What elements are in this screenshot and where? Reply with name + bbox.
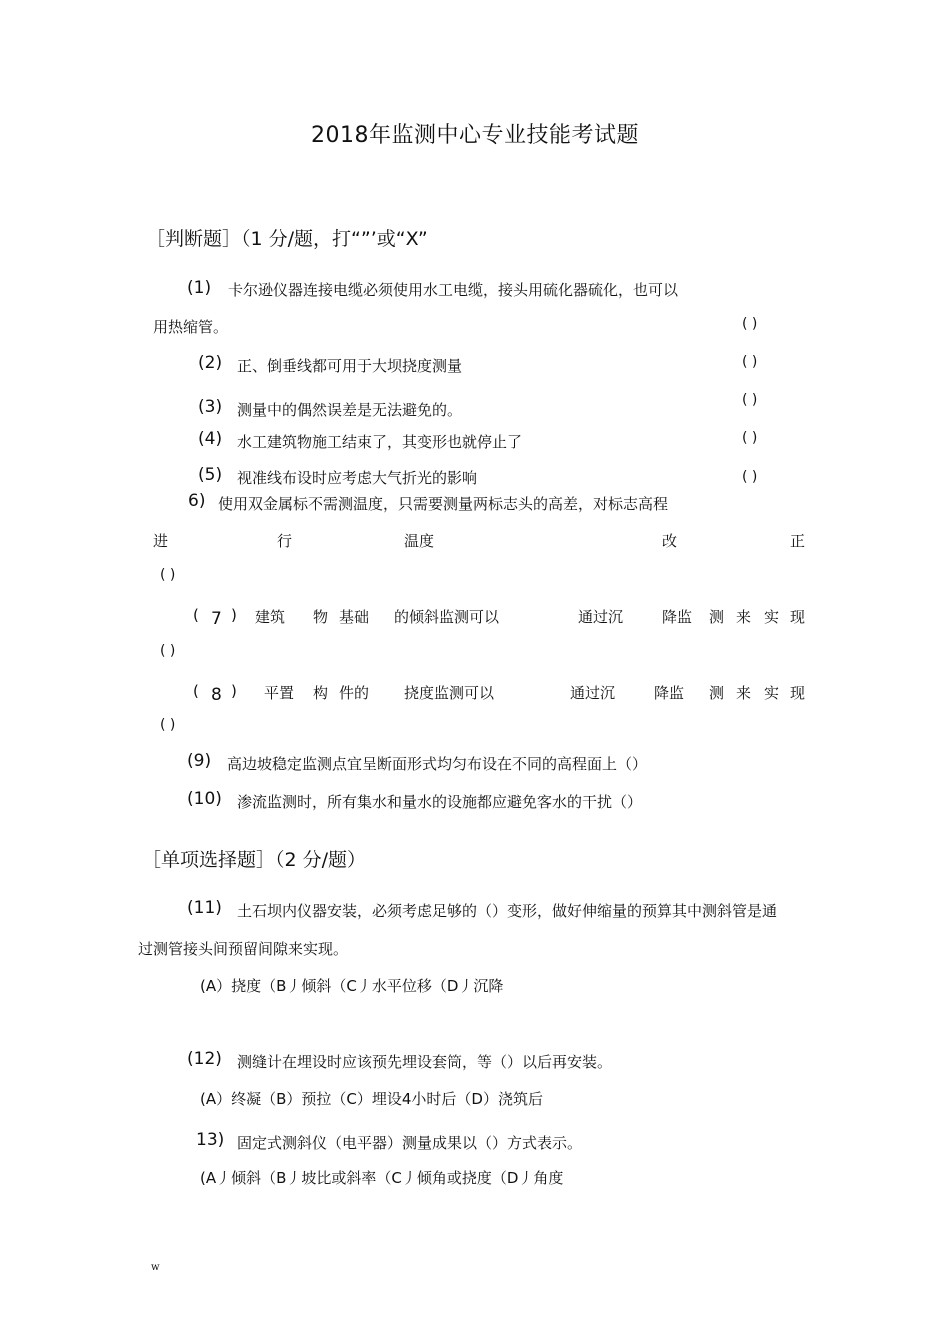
question-8-word: 实 [764, 684, 780, 702]
section-header-true-false: ［判断题］（1 分/题，打“”’或“X” [146, 228, 428, 250]
question-8-word: 挠度监测可以 [404, 684, 495, 702]
question-8-word: 构 [313, 684, 329, 702]
question-8-word: 测 [709, 684, 725, 702]
question-6-text: 使用双金属标不需测温度，只需要测量两标志头的高差，对标志高程 [218, 495, 669, 513]
question-11-options: (A）挠度（B丿倾斜（C丿水平位移（D丿沉降 [200, 977, 504, 995]
question-11-number: (11) [187, 898, 222, 918]
question-3-text: 测量中的偶然误差是无法避免的。 [237, 401, 463, 419]
question-8-open-paren: ( [193, 682, 199, 700]
question-1-text: 卡尔逊仪器连接电缆必须使用水工电缆，接头用硫化器硫化，也可以 [228, 281, 679, 299]
question-12-text: 测缝计在埋设时应该预先埋设套筒，等（）以后再安装。 [237, 1053, 613, 1071]
answer-blank-5: ( ) [742, 469, 758, 485]
question-7-number: 7 [211, 609, 222, 629]
question-7-word: 来 [736, 608, 752, 626]
question-2-number: (2) [198, 353, 223, 373]
question-3-number: (3) [198, 397, 223, 417]
answer-blank-1: ( ) [742, 316, 758, 332]
question-13-number: 13) [196, 1130, 225, 1150]
question-12-options: (A）终凝（B）预拉（C）埋设4小时后（D）浇筑后 [200, 1090, 543, 1108]
answer-blank-6: ( ) [160, 567, 176, 583]
section-header-single-choice: ［单项选择题］（2 分/题） [142, 849, 367, 871]
question-7-word: 降监 [662, 608, 693, 626]
question-9-text: 高边坡稳定监测点宜呈断面形式均匀布设在不同的高程面上（） [227, 755, 648, 773]
question-6-word: 行 [277, 532, 293, 550]
question-5-text: 视准线布设时应考虑大气折光的影响 [237, 469, 478, 487]
question-7-close-paren: ) [231, 606, 237, 624]
question-8-number: 8 [211, 685, 222, 705]
question-7-word: 基础 [339, 608, 370, 626]
question-1-text-continued: 用热缩管。 [153, 318, 229, 336]
question-7-open-paren: ( [193, 606, 199, 624]
page-title: 2018年监测中心专业技能考试题 [311, 123, 639, 148]
question-13-text: 固定式测斜仪（电平器）测量成果以（）方式表示。 [237, 1134, 583, 1152]
footer-mark: w [151, 1262, 160, 1273]
question-8-close-paren: ) [231, 682, 237, 700]
question-7-word: 通过沉 [578, 608, 624, 626]
question-7-word: 的倾斜监测可以 [394, 608, 500, 626]
question-11-text-continued: 过测管接头间预留间隙来实现。 [138, 940, 349, 958]
question-6-word: 改 [662, 532, 678, 550]
question-4-number: (4) [198, 429, 223, 449]
question-7-word: 物 [313, 608, 329, 626]
answer-blank-3: ( ) [742, 392, 758, 408]
question-6-word: 正 [790, 532, 806, 550]
question-9-number: (9) [187, 751, 212, 771]
question-7-word: 建筑 [255, 608, 286, 626]
question-8-word: 平置 [264, 684, 295, 702]
question-6-number: 6) [188, 491, 206, 511]
question-5-number: (5) [198, 465, 223, 485]
question-7-word: 测 [709, 608, 725, 626]
question-12-number: (12) [187, 1049, 222, 1069]
question-8-word: 现 [790, 684, 806, 702]
question-10-number: (10) [187, 789, 222, 809]
question-6-word: 进 [153, 532, 169, 550]
question-7-word: 现 [790, 608, 806, 626]
answer-blank-7: ( ) [160, 643, 176, 659]
question-7-word: 实 [764, 608, 780, 626]
answer-blank-2: ( ) [742, 354, 758, 370]
answer-blank-8: ( ) [160, 717, 176, 733]
question-13-options: (A丿倾斜（B丿坡比或斜率（C丿倾角或挠度（D丿角度 [200, 1169, 564, 1187]
question-1-number: (1) [187, 278, 212, 298]
question-10-text: 渗流监测时，所有集水和量水的设施都应避免客水的干扰（） [237, 793, 643, 811]
question-8-word: 通过沉 [570, 684, 616, 702]
question-6-word: 温度 [404, 532, 435, 550]
question-8-word: 来 [736, 684, 752, 702]
question-11-text: 土石坝内仪器安装，必须考虑足够的（）变形，做好伸缩量的预算其中测斜管是通 [237, 902, 778, 920]
question-4-text: 水工建筑物施工结束了，其变形也就停止了 [237, 433, 523, 451]
answer-blank-4: ( ) [742, 430, 758, 446]
question-8-word: 降监 [654, 684, 685, 702]
question-8-word: 件的 [339, 684, 370, 702]
question-2-text: 正、倒垂线都可用于大坝挠度测量 [237, 357, 463, 375]
